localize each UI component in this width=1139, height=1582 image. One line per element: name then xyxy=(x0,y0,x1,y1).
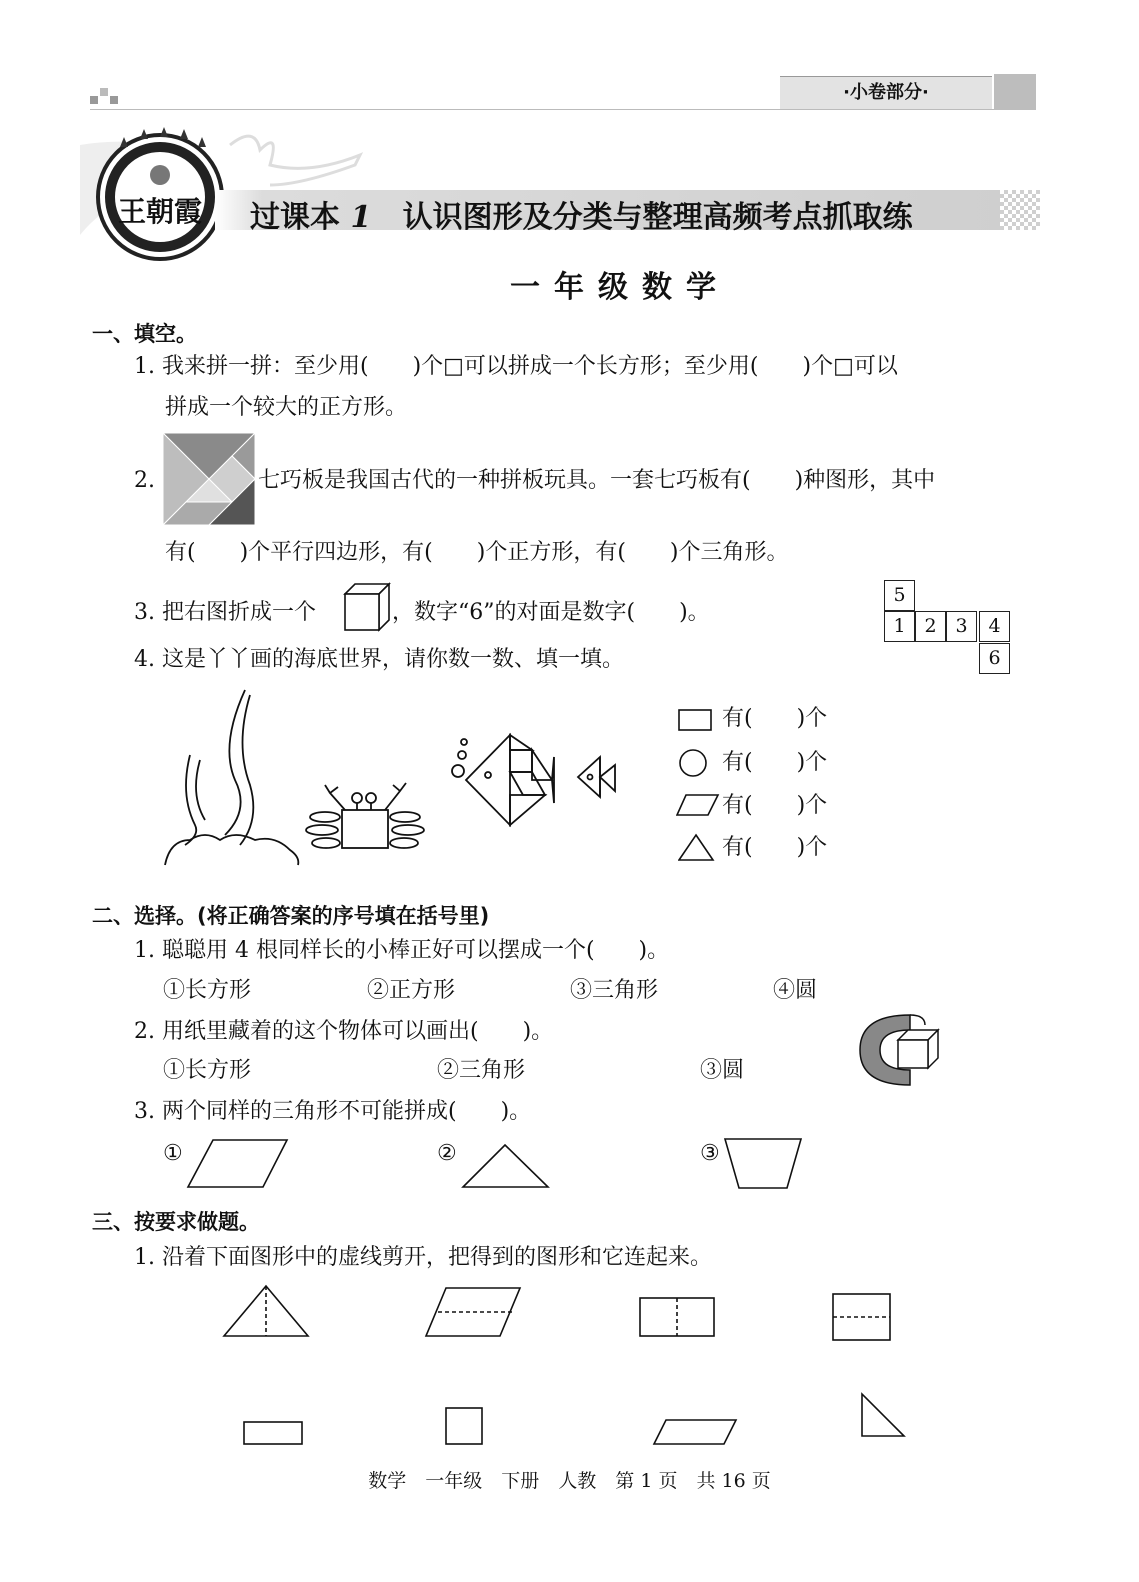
s2-q1-option: ③三角形 xyxy=(570,978,659,1003)
q2-text-line1: 七巧板是我国古代的一种拼板玩具。一套七巧板有( )种图形，其中 xyxy=(258,468,936,493)
count-rectangle: 有( )个 xyxy=(722,706,828,731)
s2-q3-text: 3. 两个同样的三角形不可能拼成( )。 xyxy=(134,1099,532,1124)
net-cell: 4 xyxy=(979,611,1010,642)
section-tag: ·小卷部分· xyxy=(780,76,992,109)
q1-text-line2: 拼成一个较大的正方形。 xyxy=(165,395,408,420)
q4-text: 4. 这是丫丫画的海底世界，请你数一数、填一填。 xyxy=(134,647,624,672)
s2-q1-option: ①长方形 xyxy=(163,978,252,1003)
net-cell: 6 xyxy=(979,643,1010,674)
s2-q1-text: 1. 聪聪用 4 根同样长的小棒正好可以摆成一个( )。 xyxy=(134,938,670,963)
cut-shapes-top-row xyxy=(220,1280,900,1350)
s2-q3-label: ① xyxy=(163,1141,183,1166)
q2-text-line2: 有( )个平行四边形，有( )个正方形，有( )个三角形。 xyxy=(165,540,789,565)
q3-text-b: ，数字“6”的对面是数字( )。 xyxy=(392,600,710,625)
net-cell: 1 xyxy=(884,611,915,642)
net-cell: 3 xyxy=(946,611,977,642)
header-rule xyxy=(90,109,1035,110)
page-footer: 数学 一年级 下册 人教 第 1 页 共 16 页 xyxy=(368,1470,771,1492)
triangle-icon xyxy=(678,833,716,863)
q1-text-line1: 1. 我来拼一拼：至少用( )个□可以拼成一个长方形；至少用( )个□可以 xyxy=(134,354,898,379)
page-subtitle: 一年级数学 xyxy=(510,270,730,305)
title-bar-pattern xyxy=(1000,190,1040,230)
net-cell: 2 xyxy=(915,611,946,642)
section-3-title: 三、按要求做题。 xyxy=(92,1210,260,1234)
cube-icon xyxy=(343,582,391,632)
circle-icon xyxy=(678,748,710,780)
parallelogram-option xyxy=(185,1137,291,1191)
tangram-image xyxy=(163,433,255,525)
s2-q2-option: ①长方形 xyxy=(163,1058,252,1083)
q2-number: 2. xyxy=(134,468,155,493)
count-triangle: 有( )个 xyxy=(722,835,828,860)
lesson-title: 过课本 1 认识图形及分类与整理高频考点抓取练 xyxy=(250,200,913,235)
section-2-title: 二、选择。(将正确答案的序号填在括号里) xyxy=(92,904,490,928)
q3-text-a: 3. 把右图折成一个 xyxy=(134,600,316,625)
s2-q2-option: ③圆 xyxy=(700,1058,745,1083)
rectangle-icon xyxy=(678,708,714,732)
net-cell: 5 xyxy=(884,580,915,611)
cube-net xyxy=(884,580,1014,676)
s2-q2-option: ②三角形 xyxy=(437,1058,526,1083)
trapezoid-option xyxy=(722,1136,804,1192)
hidden-object-picture xyxy=(850,1010,950,1090)
triangle-option xyxy=(460,1142,552,1190)
s3-q1-text: 1. 沿着下面图形中的虚线剪开，把得到的图形和它连起来。 xyxy=(134,1245,712,1270)
parallelogram-icon xyxy=(676,793,720,819)
sea-world-picture xyxy=(160,685,630,870)
s2-q2-text: 2. 用纸里藏着的这个物体可以画出( )。 xyxy=(134,1019,554,1044)
tag-block xyxy=(994,74,1036,110)
section-1-title: 一、填空。 xyxy=(92,322,197,346)
s2-q3-label: ③ xyxy=(700,1141,720,1166)
count-parallelogram: 有( )个 xyxy=(722,793,828,818)
count-circle: 有( )个 xyxy=(722,750,828,775)
s2-q3-label: ② xyxy=(437,1141,457,1166)
s2-q1-option: ④圆 xyxy=(773,978,818,1003)
corner-decoration xyxy=(90,88,120,108)
logo-text: 王朝霞 xyxy=(117,195,203,228)
cut-shapes-bottom-row xyxy=(240,1388,910,1450)
s2-q1-option: ②正方形 xyxy=(367,978,456,1003)
